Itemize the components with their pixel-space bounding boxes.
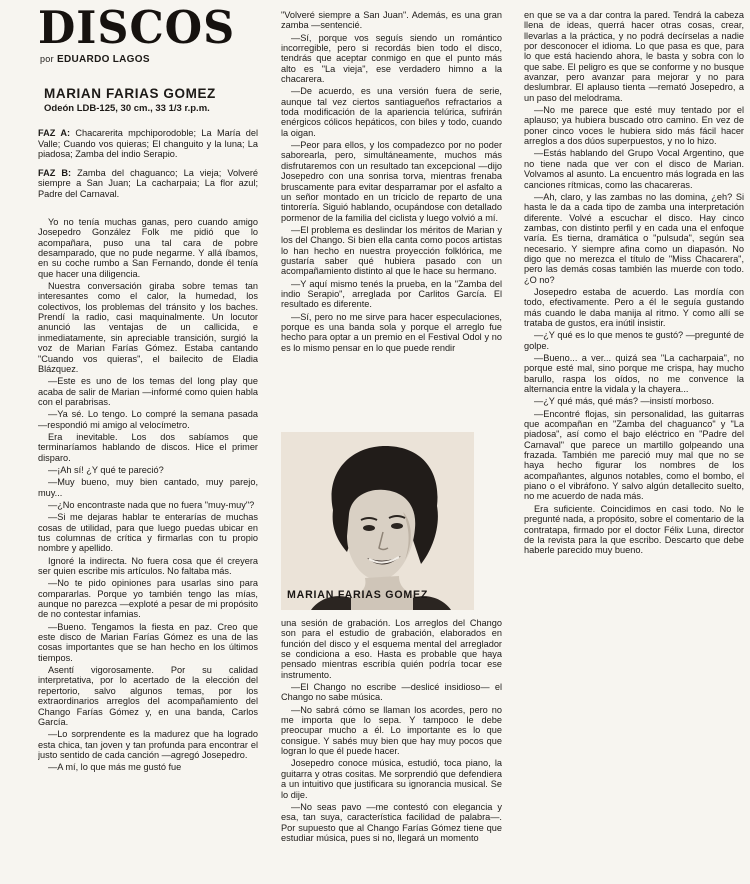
paragraph: una sesión de grabación. Los arreglos del Chango son para el estudio de grabación, elaborados en función del disco y el esquema mental del arreglador se condiciona a eso. Hasta es probable que haya pensado mientras escribía quién podría tocar ese instrumento. bbox=[281, 618, 502, 680]
paragraph: —Bueno... a ver... quizá sea "La cacharpaia", no porque esté mal, sino porque me crispa, hay mucho barullo, raspa los oídos, no me convence la alternancia entre la vidala y la chayera... bbox=[524, 353, 744, 395]
column-2-top bbox=[281, 10, 502, 425]
paragraph: —Muy bueno, muy bien cantado, muy parejo, muy... bbox=[38, 477, 258, 498]
paragraph: —Sí, pero no me sirve para hacer especulaciones, porque es una banda sola y porque el arreglo fue hecho para optar a un premio en el Festival Odol y no es lo mismo pensar en lo que puede rendir bbox=[281, 311, 502, 353]
paragraph: —Estás hablando del Grupo Vocal Argentino, que no tiene nada que ver con el disco de Marian. Volvamos al asunto. La encuentro más lograda en las canciones rítmicas, como las chacareras. bbox=[524, 148, 744, 190]
paragraph: —Y aquí mismo tenés la prueba, en la "Zamba del indio Serapio", arreglada por Carlitos García. El resultado es diferente. bbox=[281, 278, 502, 310]
artist-photo bbox=[281, 432, 474, 610]
album-catalog: Odeón LDB-125, 30 cm., 33 1/3 r.p.m. bbox=[44, 102, 210, 114]
side-a bbox=[38, 128, 258, 160]
side-b-label: FAZ B: bbox=[38, 167, 72, 178]
paragraph: —Encontré flojas, sin personalidad, las guitarras que acompañan en "Zamba del chaguanco" y "La piadosa", así como el bajo eléctrico en "Padre del Carnaval" que parece un martillo golpeando una frazada. También me pareció muy mal que no se haya hecho figurar los nombres de los acompañantes, algunos notables, como el bombo, el piano o el vibráfono. Y salvo algún detallecito suelto, no me acuerdo de nada más. bbox=[524, 408, 744, 502]
paragraph: Era inevitable. Los dos sabíamos que terminaríamos hablando de discos. Hice el primer disparo. bbox=[38, 431, 258, 463]
paragraph: —El Chango no escribe —deslicé insidioso— el Chango no sabe música. bbox=[281, 682, 502, 703]
paragraph: —¿Y qué más, qué más? —insistí morboso. bbox=[534, 396, 715, 407]
paragraph: —No me parece que esté muy tentado por el aplauso; ya hubiera buscado otro camino. En vez de poner cinco voces le hubiera sido más fácil hacer arreglos a dos dúos superpuestos, y no lo hizo. bbox=[524, 105, 744, 147]
byline bbox=[40, 54, 258, 65]
side-b bbox=[38, 168, 258, 200]
paragraph: Nuestra conversación giraba sobre temas tan interesantes como el calor, la humedad, los colectivos, los problemas del tránsito y los baches. Prendí la radio, casi maquinalmente. Un locutor anunció las ventajas de un callicida, e inmediatamente, sin apreciable transición, surgió la voz de Marian Farías Gómez. Estaba cantando "Cuando vos quieras", el bailecito de Eladia Blázquez. bbox=[38, 281, 258, 374]
side-a-label: FAZ A: bbox=[38, 128, 71, 139]
paragraph: —No seas pavo —me contestó con elegancia y esa, tan suya, característica facilidad de palabra—. Por supuesto que al Chango Farías Gómez tiene que estudiar música, pues si no, llegará un momento bbox=[281, 801, 502, 843]
column-1 bbox=[38, 6, 258, 876]
column-3 bbox=[524, 10, 744, 880]
portrait-illustration bbox=[281, 432, 474, 610]
paragraph: —Este es uno de los temas del long play que acaba de salir de Marian —informé como quien habla con el parabrisas. bbox=[38, 376, 258, 407]
column-1-body bbox=[38, 217, 258, 773]
paragraph: Josepedro conoce música, estudió, toca piano, la guitarra y otras cositas. Me sorprendió que defendiera a un intuitivo que justificara su ignorancia musical. Se lo dije. bbox=[281, 758, 502, 800]
paragraph: —Sí, porque vos seguís siendo un romántico incorregible, pero si recordás bien todo el disco, tendrás que aceptar conmigo en que el punto más alto es "La vieja", ese verdadero himno a la chacarera. bbox=[281, 32, 502, 85]
paragraph: —Ya sé. Lo tengo. Lo compré la semana pasada —respondió mi amigo al velocímetro. bbox=[38, 409, 258, 430]
paragraph: —A mí, lo que más me gustó fue bbox=[48, 762, 182, 773]
paragraph: —No te pido opiniones para usarlas sino para compararlas. Porque yo también tengo las mías, aunque no parezca —exploté a pesar de mi propósito de no contestar infamias. bbox=[38, 578, 258, 620]
paragraph: —¿No encontraste nada que no fuera "muy-muy"? bbox=[48, 499, 255, 510]
side-a-tracks: Chacarerita mpchiporodoble; La María del Valle; Cuando vos quieras; El changuito y la luna; La piadosa; Zamba del indio Serapio. bbox=[38, 128, 258, 160]
photo-caption: MARIAN FARIAS GOMEZ bbox=[287, 589, 429, 601]
paragraph: Era suficiente. Coincidimos en casi todo. No le pregunté nada, a propósito, sobre el comentario de la contratapa, firmado por el doctor Félix Luna, director de la revista para la que escribo. Descarto que debe haberle parecido muy bueno. bbox=[524, 503, 744, 556]
paragraph: Asentí vigorosamente. Por su calidad interpretativa, por lo acertado de la elección del repertorio, salvo algunos temas, por los extraordinarios arreglos del acompañamiento del Chango Farías Gómez y, en una banda, Carlos García. bbox=[38, 665, 258, 727]
paragraph: —Si me dejaras hablar te enterarías de muchas cosas de utilidad, para que luego puedas ubicar en tus columnas de crítica y firmarlas con tu propio nombre y apellido. bbox=[38, 512, 258, 554]
paragraph: —El problema es deslindar los méritos de Marian y los del Chango. Si bien ella canta como pocos artistas lo han hecho en nuestra proyección folklórica, me gustaría saber qué hubiera pasado con un acompañamiento distinto al que le hace su hermano. bbox=[281, 224, 502, 277]
paragraph: —¡Ah sí! ¿Y qué te pareció? bbox=[48, 464, 164, 475]
paragraph: Ignoré la indirecta. No fuera cosa que él creyera ser quien escribe mis artículos. No faltaba más. bbox=[38, 555, 258, 577]
byline-author: EDUARDO LAGOS bbox=[57, 54, 150, 65]
byline-prefix: por bbox=[40, 54, 54, 64]
paragraph: —Lo sorprendente es la madurez que ha logrado esta chica, tan joven y tan profunda para encontrar el justo sentido de cada canción —agregó Josepedro. bbox=[38, 729, 258, 760]
paragraph: —Ah, claro, y las zambas no las domina, ¿eh? Si hasta le da a cada tipo de zamba una interpretación diferente. Volvé a escuchar el disco. Hay cinco zambas, con distinto perfil y en cada una el enfoque varía. Es tierna, dramática o "pulsuda", según sea necesario. Y siempre afina como un diapasón. No digo que no merezca el título de "Miss Chacarera", pero las demás cosas también las muerde con todo. ¿O no? bbox=[524, 191, 744, 285]
album-artist: MARIAN FARIAS GOMEZ bbox=[44, 86, 216, 102]
paragraph: "Volveré siempre a San Juan". Además, es una gran zamba —sentencié. bbox=[281, 10, 502, 31]
paragraph: Josepedro estaba de acuerdo. Las mordía con todo, efectivamente. Pero a él le seguía gustando más cuando le daba manija al ritmo. Y como allí se trataba de gustos, era inútil insistir. bbox=[524, 286, 744, 328]
column-2-bottom bbox=[281, 618, 502, 878]
side-b-tracks: Zamba del chaguanco; La vieja; Volveré siempre a San Juan; La cacharpaia; La flor azul; Padre del Carnaval. bbox=[38, 167, 258, 199]
section-title: DISCOS bbox=[38, 6, 236, 55]
paragraph: Yo no tenía muchas ganas, pero cuando amigo Josepedro González Folk me pidió que lo acompañara, puso una tal cara de pobre desamparado, que no pude negarme. Y allá íbamos, en su coche rumbo a San Fernando, donde él tenía que hacer una diligencia. bbox=[38, 217, 258, 279]
paragraph: —Peor para ellos, y los compadezco por no poder saborearla, pero, simultáneamente, muchos más disfrutaremos con un resultado tan excepcional —dijo Josepedro con una sonrisa torva, mientras frenaba bruscamente para evitar desparramar por el asfalto a un señor montado en un triciclo de reparto de una tintorería. Siguió hablando, ocupándose con detallado pormenor de la familia del ciclista y luego volvió a mí. bbox=[281, 140, 502, 223]
paragraph: —No sabrá cómo se llaman los acordes, pero no me importa que lo sepa. Y tampoco le debe preocupar mucho a él. Lo importante es lo que consigue. Y sabés muy bien que hay muy pocos que logran lo que él puede hacer. bbox=[281, 704, 502, 757]
paragraph: en que se va a dar contra la pared. Tendrá la cabeza llena de ideas, querrá hacer otras cosas, crear, llevarlas a la práctica, y no podrá decírselas a nadie por desconocer el idioma. Lo que pasa es que, para lo que está haciendo ahora, le basta y sobra con lo que sabe. El peligro es que se conforme y no busque avanzar, pero avanzar para mejorar y no para deslumbrar. El aplauso tienta —remató Josepedro, a un paso del melodrama. bbox=[524, 10, 744, 103]
paragraph: —Bueno. Tengamos la fiesta en paz. Creo que este disco de Marian Farías Gómez es una de las cosas importantes que se han hecho en los últimos tiempos. bbox=[38, 621, 258, 663]
paragraph: —De acuerdo, es una versión fuera de serie, aunque tal vez ciertos santiagueños refractarios a toda modificación de la apariencia telúrica, sufrirán enérgicos cólicos hepáticos, con biles y todo, cuando la oigan. bbox=[281, 86, 502, 138]
paragraph: —¿Y qué es lo que menos te gustó? —pregunté de golpe. bbox=[524, 330, 744, 351]
